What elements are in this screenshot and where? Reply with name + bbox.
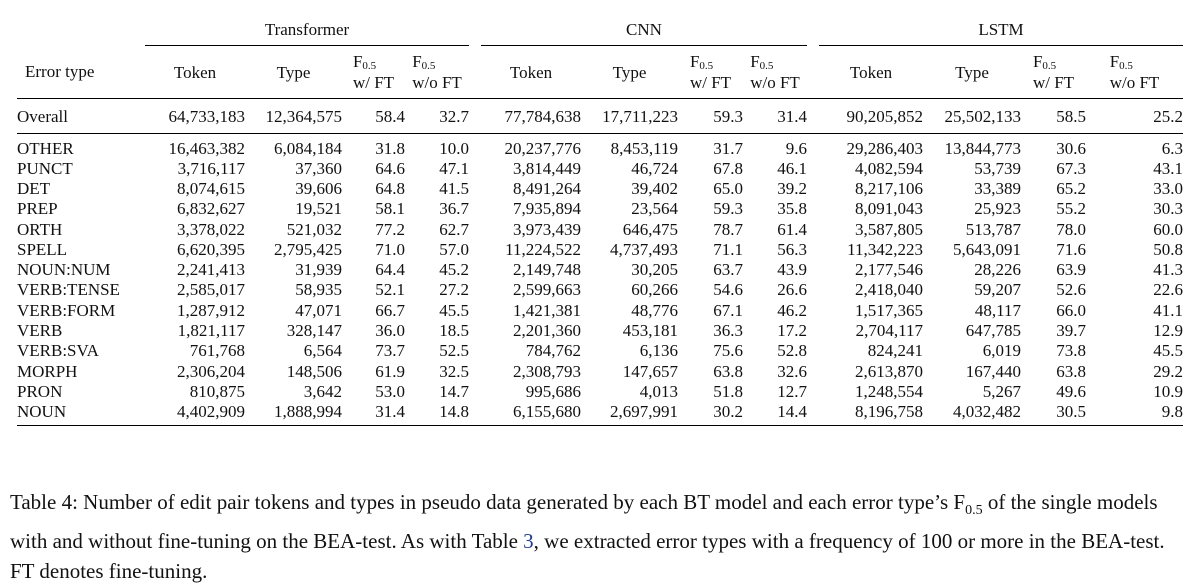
lstm-f05-without-ft-cell: 41.3 [1153, 260, 1183, 280]
lstm-f05-without-ft-cell: 50.8 [1153, 239, 1183, 259]
transformer-f05-without-ft-cell: 32.5 [439, 361, 469, 381]
f-subscript: 0.5 [1119, 60, 1133, 73]
cnn-token-cell: 1,421,381 [513, 300, 581, 320]
f-label: F [1109, 52, 1120, 72]
column-header-row [17, 46, 1183, 99]
cnn-f05-without-ft-cell: 31.4 [743, 99, 807, 134]
transformer-f05-without-ft-cell: 45.2 [439, 260, 469, 280]
type-label: Type [612, 62, 647, 82]
f-label: F [1032, 52, 1043, 72]
group-lstm: LSTM [819, 13, 1183, 46]
lstm-type-cell: 6,019 [982, 341, 1021, 361]
lstm-f05-with-ft-cell: 67.3 [1056, 158, 1086, 178]
lstm-f05-without-ft-cell: 10.9 [1153, 381, 1183, 401]
transformer-type-cell: 2,795,425 [274, 239, 342, 259]
f-subscript: 0.5 [362, 60, 377, 73]
table-ref-link[interactable]: 3 [523, 529, 534, 554]
transformer-f05-with-ft-cell: 53.0 [375, 381, 405, 401]
transformer-type-cell: 1,888,994 [245, 402, 342, 426]
transformer-f05-with-ft-cell: 31.8 [375, 138, 405, 158]
lstm-f05-with-ft-cell: 49.6 [1056, 381, 1086, 401]
lstm-f05-without-ft-cell: 12.9 [1153, 321, 1183, 341]
lstm-type-header [923, 46, 1021, 99]
table-row [17, 361, 1183, 381]
token-label: Token [173, 62, 217, 82]
table-row [17, 239, 1183, 259]
lstm-token-cell: 824,241 [867, 341, 923, 361]
cnn-f05-without-ft-cell: 56.3 [777, 239, 807, 259]
error-type-cell: VERB:TENSE [17, 280, 120, 300]
transformer-token-cell: 3,378,022 [177, 219, 245, 239]
lstm-token-cell: 1,517,365 [855, 300, 923, 320]
transformer-f05-without-ft-cell: 27.2 [439, 280, 469, 300]
transformer-f05-with-ft-cell: 73.7 [375, 341, 405, 361]
transformer-f05-with-ft-cell: 64.8 [375, 178, 405, 198]
lstm-f05-with-ft-cell: 65.2 [1056, 178, 1086, 198]
lstm-token-cell: 8,217,106 [855, 178, 923, 198]
lstm-f05-with-ft-cell: 39.7 [1056, 321, 1086, 341]
cnn-f05-without-ft-header [743, 46, 807, 99]
cnn-f05-with-ft-cell: 59.3 [678, 99, 743, 134]
lstm-f05-without-ft-cell: 6.3 [1161, 138, 1183, 158]
lstm-f05-without-ft-cell: 29.2 [1153, 361, 1183, 381]
cnn-f05-with-ft-cell: 67.1 [713, 300, 743, 320]
transformer-token-cell: 1,287,912 [177, 300, 245, 320]
table-row [17, 300, 1183, 320]
table-row [17, 259, 1183, 279]
token-label: Token [509, 62, 553, 82]
caption-text-1: Table 4: Number of edit pair tokens and types in pseudo data generated by each BT model and each error type’s F [10, 490, 966, 514]
transformer-token-cell: 6,832,627 [177, 199, 245, 219]
lstm-type-cell: 59,207 [974, 280, 1021, 300]
lstm-token-cell: 29,286,403 [846, 138, 923, 158]
cnn-f05-without-ft-cell: 26.6 [777, 280, 807, 300]
f-label: F [689, 52, 700, 72]
f-label: F [750, 52, 760, 72]
cnn-token-cell: 995,686 [525, 381, 581, 401]
cnn-f05-with-ft-cell: 31.7 [713, 138, 743, 158]
cnn-f05-without-ft-cell: 46.1 [777, 158, 807, 178]
lstm-type-cell: 5,643,091 [953, 239, 1021, 259]
transformer-f05-without-ft-cell: 57.0 [439, 239, 469, 259]
cnn-f05-without-ft-cell: 61.4 [777, 219, 807, 239]
cnn-f05-without-ft-cell: 32.6 [777, 361, 807, 381]
transformer-f05-without-ft-cell: 62.7 [439, 219, 469, 239]
transformer-token-cell: 2,306,204 [177, 361, 245, 381]
cnn-type-header [581, 46, 678, 99]
cnn-type-cell: 39,402 [631, 178, 678, 198]
lstm-f05-with-ft-cell: 55.2 [1056, 199, 1086, 219]
transformer-type-cell: 3,642 [303, 381, 342, 401]
lstm-type-cell: 167,440 [965, 361, 1021, 381]
transformer-token-cell: 1,821,117 [177, 321, 245, 341]
lstm-token-cell: 3,587,805 [855, 219, 923, 239]
transformer-type-cell: 31,939 [295, 260, 342, 280]
table-row [17, 134, 1183, 159]
transformer-f05-without-ft-cell: 10.0 [439, 138, 469, 158]
lstm-token-cell: 2,704,117 [855, 321, 923, 341]
transformer-f05-without-ft-cell: 41.5 [439, 178, 469, 198]
cnn-f05-without-ft-cell: 17.2 [777, 321, 807, 341]
transformer-token-cell: 761,768 [189, 341, 245, 361]
lstm-token-cell: 11,342,223 [847, 239, 923, 259]
cnn-type-cell: 48,776 [631, 300, 678, 320]
cnn-f05-without-ft-cell: 43.9 [777, 260, 807, 280]
transformer-token-cell: 810,875 [189, 381, 245, 401]
cnn-f05-with-ft-cell: 78.7 [713, 219, 743, 239]
corner-cell [17, 13, 145, 46]
transformer-f05-without-ft-cell: 18.5 [439, 321, 469, 341]
cnn-type-cell: 2,697,991 [581, 402, 678, 426]
transformer-f05-with-ft-cell: 36.0 [375, 321, 405, 341]
cnn-type-cell: 6,136 [639, 341, 678, 361]
transformer-type-cell: 47,071 [295, 300, 342, 320]
lstm-type-cell: 28,226 [974, 260, 1021, 280]
cnn-f05-with-ft-header [678, 46, 743, 99]
transformer-type-cell: 19,521 [295, 199, 342, 219]
lstm-token-cell: 8,091,043 [855, 199, 923, 219]
transformer-token-cell: 2,585,017 [177, 280, 245, 300]
lstm-type-cell: 647,785 [965, 321, 1021, 341]
cnn-token-cell: 784,762 [525, 341, 581, 361]
without-ft-label: w/o FT [412, 72, 462, 92]
lstm-type-cell: 4,032,482 [923, 402, 1021, 426]
with-ft-label: w/ FT [689, 72, 732, 92]
lstm-token-cell: 2,418,040 [855, 280, 923, 300]
table-row [17, 158, 1183, 178]
error-type-cell: ORTH [17, 219, 63, 239]
cnn-token-header [481, 46, 581, 99]
error-type-cell: DET [17, 178, 51, 198]
lstm-token-cell: 2,177,546 [855, 260, 923, 280]
transformer-f05-with-ft-cell: 71.0 [375, 239, 405, 259]
cnn-type-cell: 453,181 [622, 321, 678, 341]
cnn-f05-with-ft-cell: 59.3 [713, 199, 743, 219]
lstm-type-cell: 48,117 [974, 300, 1021, 320]
lstm-f05-without-ft-cell: 45.5 [1153, 341, 1183, 361]
table-row [17, 280, 1183, 300]
token-label: Token [849, 62, 893, 82]
cnn-token-cell: 77,784,638 [481, 99, 581, 134]
table-row [17, 402, 1183, 426]
transformer-f05-without-ft-cell: 36.7 [439, 199, 469, 219]
table-caption [10, 487, 1190, 586]
without-ft-label: w/o FT [1109, 72, 1160, 92]
transformer-f05-without-ft-cell: 14.7 [439, 381, 469, 401]
cnn-type-cell: 8,453,119 [610, 138, 678, 158]
cnn-f05-with-ft-cell: 63.7 [713, 260, 743, 280]
cnn-type-cell: 30,205 [631, 260, 678, 280]
f-subscript: 0.5 [699, 60, 714, 73]
table-row [17, 199, 1183, 219]
cnn-type-cell: 4,013 [639, 381, 678, 401]
lstm-f05-with-ft-cell: 73.8 [1056, 341, 1086, 361]
transformer-f05-without-ft-header [405, 46, 469, 99]
caption-text-2: of the single models with and without fine-tuning on the BEA-test. As with Table [10, 490, 1158, 554]
cnn-token-cell: 7,935,894 [513, 199, 581, 219]
transformer-f05-without-ft-cell: 52.5 [439, 341, 469, 361]
lstm-f05-without-ft-cell: 22.6 [1153, 280, 1183, 300]
transformer-type-cell: 6,084,184 [274, 138, 342, 158]
cnn-token-cell: 11,224,522 [505, 239, 581, 259]
lstm-f05-with-ft-cell: 71.6 [1056, 239, 1086, 259]
error-type-cell: Overall [17, 99, 145, 134]
error-type-cell: NOUN:NUM [17, 260, 111, 280]
transformer-type-cell: 148,506 [286, 361, 342, 381]
lstm-type-cell: 53,739 [974, 158, 1021, 178]
cnn-f05-with-ft-cell: 54.6 [713, 280, 743, 300]
transformer-type-cell: 37,360 [295, 158, 342, 178]
cnn-f05-without-ft-cell: 14.4 [743, 402, 807, 426]
cnn-token-cell: 3,973,439 [513, 219, 581, 239]
transformer-token-cell: 6,620,395 [177, 239, 245, 259]
lstm-type-cell: 25,923 [974, 199, 1021, 219]
with-ft-label: w/ FT [1032, 72, 1075, 92]
transformer-f05-with-ft-cell: 58.4 [342, 99, 405, 134]
transformer-token-header [145, 46, 245, 99]
transformer-f05-with-ft-cell: 77.2 [375, 219, 405, 239]
transformer-token-cell: 2,241,413 [177, 260, 245, 280]
cnn-token-cell: 2,201,360 [513, 321, 581, 341]
cnn-type-cell: 147,657 [622, 361, 678, 381]
cnn-f05-without-ft-cell: 35.8 [777, 199, 807, 219]
cnn-type-cell: 646,475 [622, 219, 678, 239]
transformer-token-cell: 4,402,909 [145, 402, 245, 426]
lstm-token-cell: 1,248,554 [855, 381, 923, 401]
cnn-f05-with-ft-cell: 36.3 [713, 321, 743, 341]
transformer-f05-without-ft-cell: 14.8 [405, 402, 469, 426]
results-table [17, 13, 1183, 426]
cnn-f05-with-ft-cell: 65.0 [713, 178, 743, 198]
error-type-cell: PUNCT [17, 158, 73, 178]
transformer-f05-with-ft-cell: 52.1 [375, 280, 405, 300]
lstm-type-cell: 33,389 [974, 178, 1021, 198]
table-row [17, 341, 1183, 361]
lstm-f05-without-ft-cell: 60.0 [1153, 219, 1183, 239]
transformer-f05-without-ft-cell: 32.7 [405, 99, 469, 134]
group-transformer: Transformer [145, 13, 469, 46]
transformer-type-cell: 12,364,575 [245, 99, 342, 134]
lstm-f05-without-ft-cell: 41.1 [1153, 300, 1183, 320]
f-label: F [352, 52, 363, 72]
lstm-f05-with-ft-cell: 66.0 [1056, 300, 1086, 320]
cnn-token-cell: 6,155,680 [481, 402, 581, 426]
f-subscript: 0.5 [1042, 60, 1057, 73]
lstm-token-cell: 8,196,758 [819, 402, 923, 426]
lstm-f05-without-ft-cell: 9.8 [1086, 402, 1183, 426]
error-type-header: Error type [17, 46, 145, 99]
table-row [17, 320, 1183, 340]
cnn-f05-without-ft-cell: 46.2 [777, 300, 807, 320]
cnn-type-cell: 23,564 [631, 199, 678, 219]
group-header-row [17, 13, 1183, 46]
cnn-token-cell: 20,237,776 [504, 138, 581, 158]
f-subscript: 0.5 [759, 60, 774, 73]
table-body [17, 99, 1183, 426]
lstm-type-cell: 5,267 [982, 381, 1021, 401]
transformer-f05-with-ft-cell: 58.1 [375, 199, 405, 219]
transformer-token-cell: 64,733,183 [145, 99, 245, 134]
lstm-token-cell: 90,205,852 [819, 99, 923, 134]
transformer-type-cell: 58,935 [295, 280, 342, 300]
error-type-cell: MORPH [17, 361, 78, 381]
error-type-cell: PREP [17, 199, 58, 219]
error-type-cell: PRON [17, 381, 63, 401]
lstm-f05-with-ft-cell: 78.0 [1056, 219, 1086, 239]
lstm-f05-with-ft-cell: 30.6 [1056, 138, 1086, 158]
transformer-f05-with-ft-cell: 64.6 [375, 158, 405, 178]
cnn-f05-with-ft-cell: 30.2 [678, 402, 743, 426]
lstm-f05-with-ft-cell: 58.5 [1021, 99, 1086, 134]
lstm-f05-without-ft-header [1086, 46, 1183, 99]
type-label: Type [276, 62, 311, 82]
lstm-f05-with-ft-cell: 63.9 [1056, 260, 1086, 280]
transformer-type-cell: 521,032 [286, 219, 342, 239]
cnn-token-cell: 2,149,748 [513, 260, 581, 280]
with-ft-label: w/ FT [352, 72, 395, 92]
transformer-f05-without-ft-cell: 47.1 [439, 158, 469, 178]
transformer-type-cell: 6,564 [303, 341, 342, 361]
transformer-token-cell: 8,074,615 [177, 178, 245, 198]
cnn-type-cell: 17,711,223 [581, 99, 678, 134]
lstm-f05-without-ft-cell: 33.0 [1153, 178, 1183, 198]
lstm-type-cell: 513,787 [965, 219, 1021, 239]
cnn-type-cell: 60,266 [631, 280, 678, 300]
cnn-f05-with-ft-cell: 71.1 [713, 239, 743, 259]
lstm-f05-without-ft-cell: 43.1 [1153, 158, 1183, 178]
cnn-token-cell: 8,491,264 [513, 178, 581, 198]
transformer-type-header [245, 46, 342, 99]
table-row [17, 219, 1183, 239]
caption-subscript: 0.5 [965, 503, 983, 519]
cnn-type-cell: 4,737,493 [610, 239, 678, 259]
lstm-token-cell: 2,613,870 [855, 361, 923, 381]
lstm-f05-with-ft-cell: 63.8 [1056, 361, 1086, 381]
transformer-f05-with-ft-cell: 66.7 [375, 300, 405, 320]
cnn-token-cell: 2,599,663 [513, 280, 581, 300]
transformer-type-cell: 39,606 [295, 178, 342, 198]
lstm-f05-with-ft-cell: 30.5 [1021, 402, 1086, 426]
cnn-f05-without-ft-cell: 39.2 [777, 178, 807, 198]
transformer-f05-with-ft-header [342, 46, 405, 99]
cnn-f05-with-ft-cell: 75.6 [713, 341, 743, 361]
lstm-type-cell: 13,844,773 [944, 138, 1021, 158]
cnn-token-cell: 3,814,449 [513, 158, 581, 178]
group-cnn: CNN [481, 13, 807, 46]
transformer-f05-without-ft-cell: 45.5 [439, 300, 469, 320]
lstm-token-cell: 4,082,594 [855, 158, 923, 178]
cnn-token-cell: 2,308,793 [513, 361, 581, 381]
cnn-f05-without-ft-cell: 9.6 [785, 138, 807, 158]
lstm-f05-without-ft-cell: 30.3 [1153, 199, 1183, 219]
f-subscript: 0.5 [421, 60, 436, 73]
table-row [17, 381, 1183, 401]
error-type-cell: OTHER [17, 138, 74, 158]
table-row [17, 178, 1183, 198]
transformer-token-cell: 16,463,382 [168, 138, 245, 158]
lstm-token-header [819, 46, 923, 99]
cnn-f05-with-ft-cell: 63.8 [713, 361, 743, 381]
error-type-cell: VERB:SVA [17, 341, 99, 361]
cnn-f05-with-ft-cell: 67.8 [713, 158, 743, 178]
error-type-cell: VERB:FORM [17, 300, 116, 320]
lstm-f05-with-ft-header [1021, 46, 1086, 99]
type-label: Type [955, 62, 989, 82]
transformer-f05-with-ft-cell: 31.4 [342, 402, 405, 426]
cnn-f05-with-ft-cell: 51.8 [713, 381, 743, 401]
transformer-type-cell: 328,147 [286, 321, 342, 341]
transformer-f05-with-ft-cell: 64.4 [375, 260, 405, 280]
cnn-f05-without-ft-cell: 12.7 [777, 381, 807, 401]
error-type-cell: SPELL [17, 239, 68, 259]
lstm-type-cell: 25,502,133 [923, 99, 1021, 134]
caption-text-3: , we extracted error types with a frequency of 100 or more in the BEA-test. FT denotes fine-tuning. [10, 529, 1165, 584]
transformer-f05-with-ft-cell: 61.9 [375, 361, 405, 381]
cnn-type-cell: 46,724 [631, 158, 678, 178]
overall-row [17, 99, 1183, 134]
error-type-cell: NOUN [17, 402, 145, 426]
without-ft-label: w/o FT [750, 72, 800, 92]
error-type-cell: VERB [17, 321, 63, 341]
transformer-token-cell: 3,716,117 [177, 158, 245, 178]
f-label: F [412, 52, 422, 72]
lstm-f05-with-ft-cell: 52.6 [1056, 280, 1086, 300]
cnn-f05-without-ft-cell: 52.8 [777, 341, 807, 361]
lstm-f05-without-ft-cell: 25.2 [1086, 99, 1183, 134]
